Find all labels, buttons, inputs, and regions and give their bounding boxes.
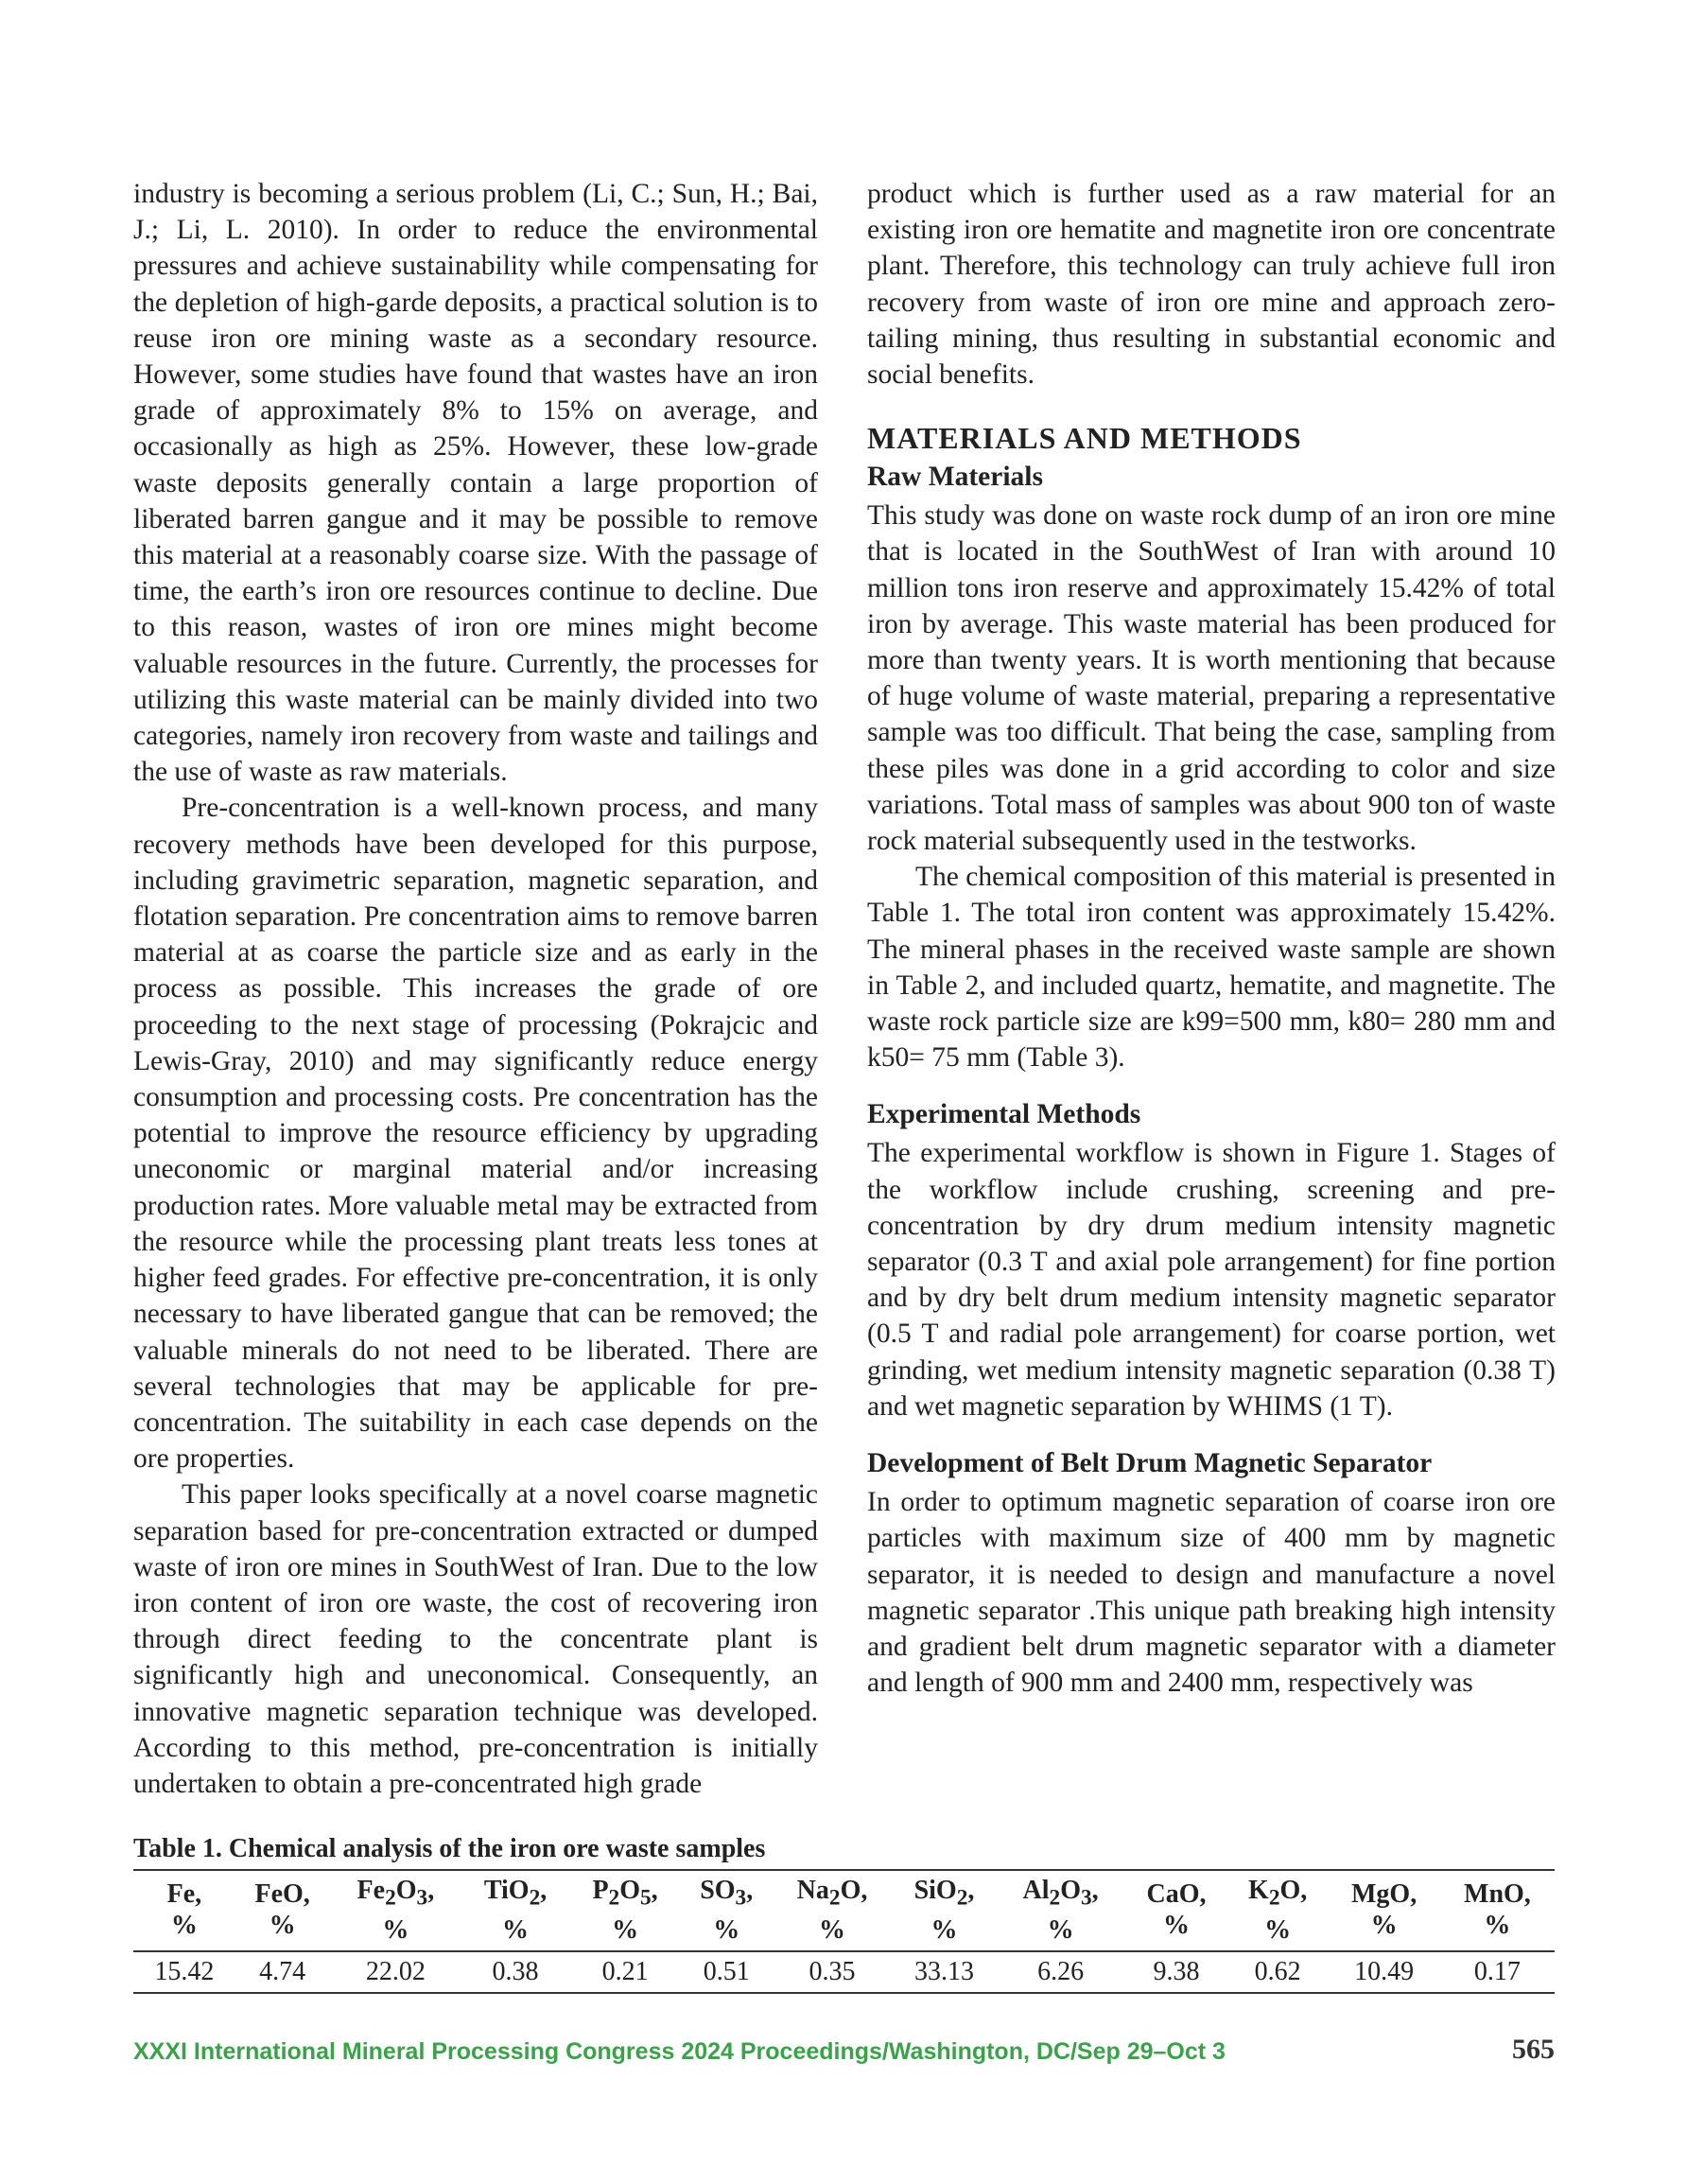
table-cell: 0.51: [681, 1951, 772, 1993]
table-cell: 0.62: [1227, 1951, 1328, 1993]
body-paragraph: This paper looks specifically at a novel coarse magnetic separation based for pre-concentration extracted or dumped waste of iron ore mines in SouthWest of Iran. Due to the low iron content of iron ore waste, the cost of recovering iron through direct feeding to the concentrate plant is significantly high and uneconomical. Consequently, an innovative magnetic separation technique was developed. According to this method, pre-concentration is initially undertaken to obtain a pre-concentrated high grade: [133, 1479, 818, 1799]
table-cell: 15.42: [133, 1951, 235, 1993]
body-paragraph: The chemical composition of this material is presented in Table 1. The total iron content was approximately 15.42%. The mineral phases in the received waste sample are shown in Table 2, and included quartz, hematite, and magnetite. The waste rock particle size are k99=500 mm, k80= 280 mm and k50= 75 mm (Table 3).: [867, 862, 1556, 1074]
table-header-cell: MgO, %: [1328, 1870, 1439, 1951]
table-header-row: [133, 1870, 1555, 1951]
table-cell: 0.17: [1440, 1951, 1555, 1993]
table-header-cell: $Fe_2O_3$, %: [330, 1870, 462, 1951]
body-paragraph: Pre-concentration is a well-known process, and many recovery methods have been developed for this purpose, including gravimetric separation, magnetic separation, and flotation separation. Pre concentration aims to remove barren material at as coarse the particle size and as early in the process as possible. This increases the grade of ore proceeding to the next stage of processing (Pokrajcic and Lewis-Gray, 2010) and may significantly reduce energy consumption and processing costs. Pre concentration has the potential to improve the resource efficiency by upgrading uneconomic or marginal material and/or increasing production rates. More valuable metal may be extracted from the resource while the processing plant treats less tones at higher feed grades. For effective pre-concentration, it is only necessary to have liberated gangue that can be removed; the valuable minerals do not need to be liberated. There are several technologies that may be applicable for pre-concentration. The suitability in each case depends on the ore properties.: [133, 793, 818, 1475]
subsection-heading-belt-drum: Development of Belt Drum Magnetic Separator: [867, 1448, 1433, 1479]
table-header-cell: FeO, %: [235, 1870, 330, 1951]
table-cell: 4.74: [235, 1951, 330, 1993]
table-cell: 0.38: [461, 1951, 569, 1993]
table-cell: 9.38: [1125, 1951, 1227, 1993]
table-row: [133, 1951, 1555, 1993]
table-header-cell: MnO, %: [1440, 1870, 1555, 1951]
left-column: [133, 176, 818, 1802]
table-cell: 10.49: [1328, 1951, 1439, 1993]
table-1: [133, 1831, 1555, 1994]
table-cell: 22.02: [330, 1951, 462, 1993]
table-header-cell: Fe, %: [133, 1870, 235, 1951]
body-paragraph: product which is further used as a raw material for an existing iron ore hematite and magnetite iron ore concentrate plant. Therefore, this technology can truly achieve full iron recovery from waste of iron ore mine and approach zero-tailing mining, thus resulting in substantial economic and social benefits.: [867, 179, 1556, 391]
table-header-cell: $Al_2O_3$, %: [996, 1870, 1125, 1951]
page-number: 565: [1512, 2034, 1555, 2065]
table-caption: Table 1. Chemical analysis of the iron ore waste samples: [133, 1834, 766, 1863]
table-cell: 6.26: [996, 1951, 1125, 1993]
table-header-cell: $SO_3$, %: [681, 1870, 772, 1951]
right-column: [867, 176, 1556, 1701]
table-header-cell: $Na_2O$, %: [772, 1870, 893, 1951]
table-cell: 33.13: [893, 1951, 996, 1993]
footer-conference-title: XXXI International Mineral Processing Congress 2024 Proceedings/Washington, DC/Sep 29–Oct 3: [133, 2038, 1226, 2065]
body-paragraph: This study was done on waste rock dump of an iron ore mine that is located in the SouthWest of Iran with around 10 million tons iron reserve and approximately 15.42% of total iron by average. This waste material has been produced for more than twenty years. It is worth mentioning that because of huge volume of waste material, preparing a representative sample was too difficult. That being the case, sampling from these piles was done in a grid according to color and size variations. Total mass of samples was about 900 ton of waste rock material subsequently used in the testworks.: [867, 500, 1556, 857]
body-paragraph: industry is becoming a serious problem (Li, C.; Sun, H.; Bai, J.; Li, L. 2010). In order to reduce the environmental pressures and achieve sustainability while compensating for the depletion of high-garde deposits, a practical solution is to reuse iron ore mining waste as a secondary resource. However, some studies have found that wastes have an iron grade of approximately 8% to 15% on average, and occasionally as high as 25%. However, these low-grade waste deposits generally contain a large proportion of liberated barren gangue and it may be possible to remove this material at a reasonably coarse size. With the passage of time, the earth’s iron ore resources continue to decline. Due to this reason, wastes of iron ore mines might become valuable resources in the future. Currently, the processes for utilizing this waste material can be mainly divided into two categories, namely iron recovery from waste and tailings and the use of waste as raw materials.: [133, 179, 818, 788]
subsection-heading-raw-materials: Raw Materials: [867, 462, 1043, 493]
subsection-heading-experimental-methods: Experimental Methods: [867, 1099, 1141, 1130]
table-header-cell: $P_2O_5$, %: [569, 1870, 681, 1951]
table-header-cell: CaO, %: [1125, 1870, 1227, 1951]
table-header-cell: TiO$_2$, %: [461, 1870, 569, 1951]
table-header-cell: SiO$_2$, %: [893, 1870, 996, 1951]
table-cell: 0.21: [569, 1951, 681, 1993]
body-paragraph: The experimental workflow is shown in Figure 1. Stages of the workflow include crushing, screening and pre-concentration by dry drum medium intensity magnetic separator (0.3 T and axial pole arrangement) for fine portion and by dry belt drum medium intensity magnetic separator (0.5 T and radial pole arrangement) for coarse portion, wet grinding, wet medium intensity magnetic separation (0.38 T) and wet magnetic separation by WHIMS (1 T).: [867, 1138, 1556, 1422]
body-paragraph: In order to optimum magnetic separation of coarse iron ore particles with maximum size of 400 mm by magnetic separator, it is needed to design and manufacture a novel magnetic separator .This unique path breaking high intensity and gradient belt drum magnetic separator with a diameter and length of 900 mm and 2400 mm, respectively was: [867, 1487, 1556, 1699]
section-heading: MATERIALS AND METHODS: [867, 421, 1302, 456]
chemical-analysis-table: [133, 1869, 1555, 1994]
table-cell: 0.35: [772, 1951, 893, 1993]
table-header-cell: $K_2O$, %: [1227, 1870, 1328, 1951]
